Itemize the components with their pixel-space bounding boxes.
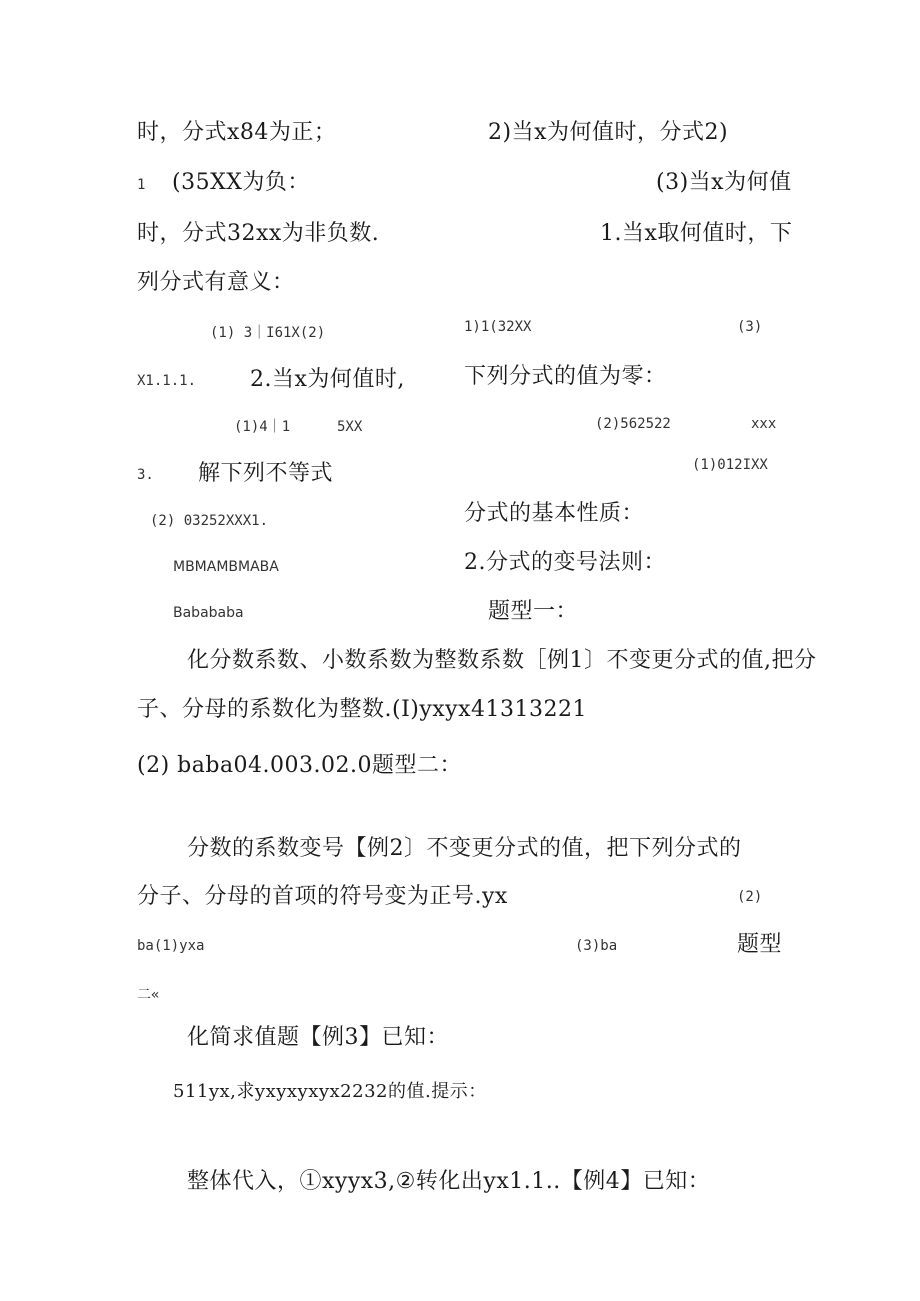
- text-line: (2)562522: [595, 416, 671, 432]
- text-line: 题型: [737, 932, 783, 957]
- text-line: 分子、分母的首项的符号变为正号.yx: [137, 884, 508, 909]
- text-line: 化简求值题【例3】已知：: [187, 1025, 449, 1050]
- text-line: (2) baba04.003.02.0题型二：: [137, 753, 463, 778]
- text-line: 1.当x取何值时，下: [600, 221, 793, 246]
- text-line: 时，分式32xx为非负数.: [137, 221, 380, 246]
- text-line: 整体代入，①xyyx3,②转化出yx1.1..【例4】已知：: [187, 1169, 711, 1194]
- text-line: 子、分母的系数化为整数.(I)yxyx41313221: [137, 697, 587, 722]
- text-line: (3)ba: [575, 938, 618, 954]
- text-line: Babababa: [173, 605, 244, 621]
- text-line: 时，分式x84为正；: [137, 120, 337, 145]
- text-line: xxx: [751, 416, 777, 432]
- text-line: 分式的基本性质：: [464, 501, 645, 526]
- text-line: 解下列不等式: [198, 461, 334, 486]
- text-line: 下列分式的值为零：: [464, 364, 667, 389]
- text-line: 2.分式的变号法则：: [464, 550, 666, 575]
- text-line: (2): [737, 889, 763, 905]
- text-line: (1) 3｜I61X(2): [210, 325, 326, 341]
- text-line: MBMAMBMABA: [173, 559, 279, 575]
- text-line: (35XX为负：: [172, 170, 310, 195]
- text-line: (1)012IXX: [692, 457, 768, 473]
- text-line: 3.: [137, 467, 154, 483]
- text-line: 列分式有意义：: [137, 270, 295, 295]
- text-line: 二«: [137, 987, 160, 1003]
- text-line: 题型一：: [488, 599, 579, 624]
- text-line: 化分数系数、小数系数为整数系数［例1〕不变更分式的值,把分: [187, 648, 817, 673]
- text-line: X1.1.1.: [137, 373, 197, 389]
- text-line: 1: [137, 177, 146, 193]
- text-line: (1)4｜1: [234, 419, 291, 435]
- text-line: 2.当x为何值时,: [250, 367, 405, 392]
- text-line: 5XX: [337, 419, 363, 435]
- text-line: (2) 03252XXX1.: [150, 513, 269, 529]
- text-line: ba(1)yxa: [137, 938, 205, 954]
- text-line: 2)当x为何值时，分式2): [488, 120, 729, 145]
- text-line: 511yx,求yxyxyxyx2232的值.提示：: [173, 1081, 487, 1102]
- text-line: (3): [737, 319, 763, 335]
- text-line: 分数的系数变号【例2〕不变更分式的值，把下列分式的: [187, 836, 742, 861]
- text-line: 1)1(32XX: [464, 319, 532, 335]
- text-line: (3)当x为何值: [656, 170, 792, 195]
